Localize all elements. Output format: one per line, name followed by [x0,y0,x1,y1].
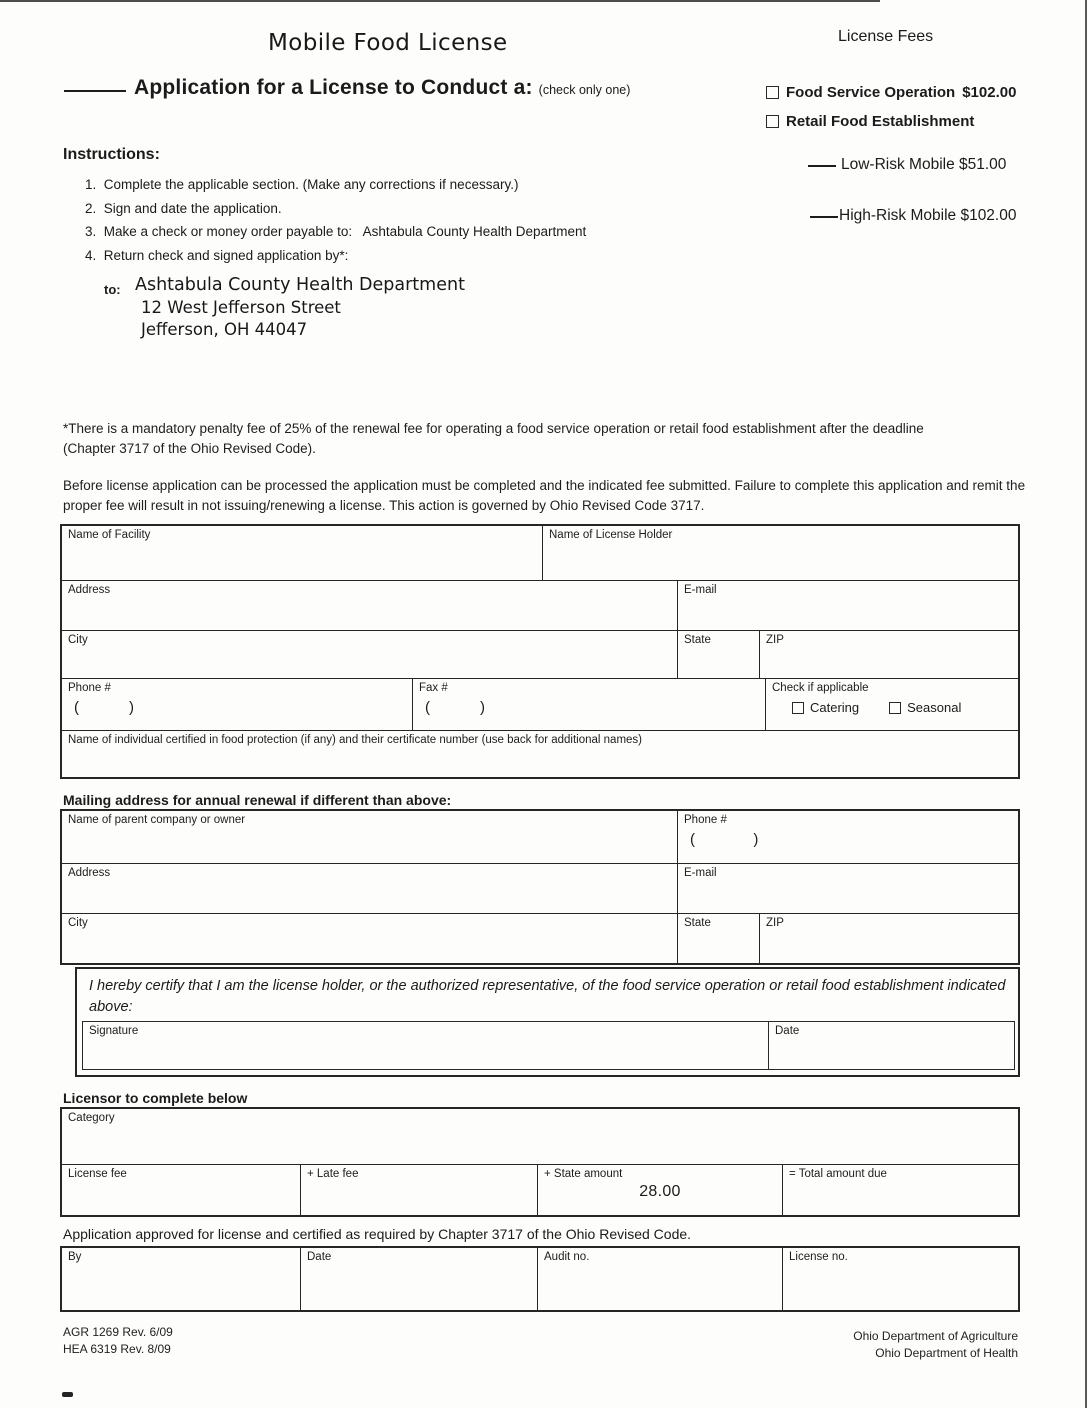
approval-date-field[interactable] [300,1248,537,1310]
instructions-heading: Instructions: [63,146,160,163]
field-label: Signature [89,1025,139,1037]
certification-text: I hereby certify that I am the license holder, or the authorized representative, of the food service operation or retail food establishment indicated above: [89,978,1006,1015]
field-label: Fax # [419,682,448,694]
fill-in-blank-line[interactable] [810,214,838,218]
food-service-checkbox[interactable] [766,86,779,99]
food-service-label: Food Service Operation [786,84,956,101]
instruction-item: 1. Complete the applicable section. (Make any corrections if necessary.) [85,177,519,192]
state-amount-value: 28.00 [639,1183,681,1200]
licensor-table [60,1107,1020,1217]
agency-name: Ohio Department of Health [875,1346,1018,1360]
catering-checkbox[interactable] [792,702,804,714]
scan-artifact [62,1392,73,1397]
facility-name-field[interactable] [62,526,542,580]
check-only-one-note: (check only one) [538,83,631,97]
field-label: Phone # [68,682,111,694]
mailing-address-field[interactable] [62,864,677,913]
high-risk-fee-option [810,207,1016,225]
field-label: Category [68,1112,115,1124]
table-row [62,678,1018,730]
signature-date-field[interactable] [768,1022,1014,1069]
field-label: State [684,917,711,929]
field-label: + State amount [544,1168,623,1180]
mailing-email-field[interactable] [677,864,1018,913]
phone-parentheses: ( ) [690,831,759,848]
seasonal-option [889,700,961,715]
check-if-applicable-cell [765,679,1018,730]
mailing-state-field[interactable] [677,914,759,963]
field-label: City [68,917,88,929]
table-row [62,630,1018,678]
field-label: Name of License Holder [549,529,673,541]
field-label: Name of individual certified in food protection (if any) and their certificate number (use back for additional names) [68,734,643,746]
signature-row [82,1021,1015,1070]
address-field[interactable] [62,581,677,630]
catering-label: Catering [810,700,860,715]
table-row [62,811,1018,863]
approval-table [60,1246,1020,1312]
field-label: + Late fee [307,1168,359,1180]
field-label: Name of Facility [68,529,151,541]
field-label: City [68,634,88,646]
late-fee-field[interactable] [300,1165,537,1215]
facility-table [60,524,1020,779]
category-field[interactable] [62,1109,1018,1164]
approved-by-field[interactable] [62,1248,300,1310]
email-field[interactable] [677,581,1018,630]
address-line: Jefferson, OH 44047 [141,320,308,339]
field-label: Audit no. [544,1251,590,1263]
license-holder-field[interactable] [542,526,1018,580]
application-line [64,76,630,100]
catering-option [792,700,859,715]
field-label: State [684,634,711,646]
audit-no-field[interactable] [537,1248,782,1310]
license-fee-field[interactable] [62,1165,300,1215]
retail-checkbox[interactable] [766,115,779,128]
form-number-block [63,1324,173,1358]
mailing-phone-field[interactable] [677,811,1018,863]
total-due-field[interactable] [782,1165,1018,1215]
field-label: ZIP [766,917,784,929]
instruction-item: 2. Sign and date the application. [85,200,282,216]
zip-field[interactable] [759,631,1018,678]
field-label: E-mail [684,584,717,596]
address-line: 12 West Jefferson Street [141,297,341,317]
mailing-city-field[interactable] [62,914,677,963]
field-label: Address [68,867,111,879]
field-label: Phone # [684,814,727,826]
table-row [62,1164,1018,1215]
license-fees-heading: License Fees [838,28,934,45]
agency-name: Ohio Department of Agriculture [853,1329,1018,1343]
to-label: to: [104,282,121,297]
form-number: AGR 1269 Rev. 6/09 [63,1325,173,1339]
table-row [62,1109,1018,1164]
low-risk-fee-option [808,156,1006,174]
low-risk-label: Low-Risk Mobile $51.00 [841,156,1007,173]
processing-note: Before license application can be processed the application must be completed and the indicated fee submitted. Failure to complete this application and remit the proper fee will result in not issuing/renewing a license. This action is governed by Ohio Revised Code 3717. [63,478,1026,513]
mailing-section-heading: Mailing address for annual renewal if different than above: [63,792,452,808]
instruction-item: 3. Make a check or money order payable to: Ashtabula County Health Department [85,224,587,239]
phone-parentheses: ( ) [74,699,134,716]
seasonal-label: Seasonal [907,700,962,715]
field-label: Date [775,1025,800,1037]
instruction-item: 4. Return check and signed application by*: [85,247,349,263]
parent-company-field[interactable] [62,811,677,863]
field-label: Date [307,1251,332,1263]
certification-box [75,967,1020,1077]
table-row [62,1248,1018,1310]
retail-label: Retail Food Establishment [786,113,975,130]
address-line: Ashtabula County Health Department [135,275,465,295]
license-no-field[interactable] [782,1248,1018,1310]
fax-field[interactable] [412,679,765,730]
form-title: Mobile Food License [268,30,508,56]
application-label: Application for a License to Conduct a: [134,76,533,99]
certified-individual-field[interactable] [62,731,1018,777]
agency-block [853,1328,1018,1362]
fill-in-blank-line[interactable] [64,88,126,92]
mailing-table [60,809,1020,965]
signature-field[interactable] [83,1022,768,1069]
applicable-options [772,700,1012,715]
fee-option-retail [766,113,974,130]
field-label: ZIP [766,634,784,646]
field-label: License fee [68,1168,127,1180]
table-row [62,863,1018,913]
approval-statement: Application approved for license and certified as required by Chapter 3717 of the Ohio Revised Code. [63,1226,692,1242]
high-risk-label: High-Risk Mobile $102.00 [839,207,1017,224]
form-number: HEA 6319 Rev. 8/09 [63,1342,171,1356]
field-label: = Total amount due [789,1168,887,1180]
city-field[interactable] [62,631,677,678]
table-row [62,913,1018,963]
table-row [62,580,1018,630]
seasonal-checkbox[interactable] [889,702,901,714]
mailing-zip-field[interactable] [759,914,1018,963]
scan-artifact [0,0,880,2]
field-label: Address [68,584,111,596]
table-row [62,526,1018,580]
fax-parentheses: ( ) [425,699,485,716]
table-row [62,730,1018,777]
return-address [135,274,465,342]
fee-option-food-service [766,84,1016,101]
field-label: Check if applicable [772,682,869,694]
penalty-note: *There is a mandatory penalty fee of 25% of the renewal fee for operating a food service operation or retail food establishment after the deadline (Chapter 3717 of the Ohio Revised Code). [63,421,924,456]
phone-field[interactable] [62,679,412,730]
state-field[interactable] [677,631,759,678]
field-label: License no. [789,1251,848,1263]
state-amount-field[interactable] [537,1165,782,1215]
instructions-section [63,146,703,267]
field-label: By [68,1251,82,1263]
scan-artifact [1085,0,1087,1408]
field-label: Name of parent company or owner [68,814,246,826]
field-label: E-mail [684,867,717,879]
food-service-price: $102.00 [962,84,1017,101]
fill-in-blank-line[interactable] [808,163,836,167]
licensor-section-heading: Licensor to complete below [63,1090,248,1106]
